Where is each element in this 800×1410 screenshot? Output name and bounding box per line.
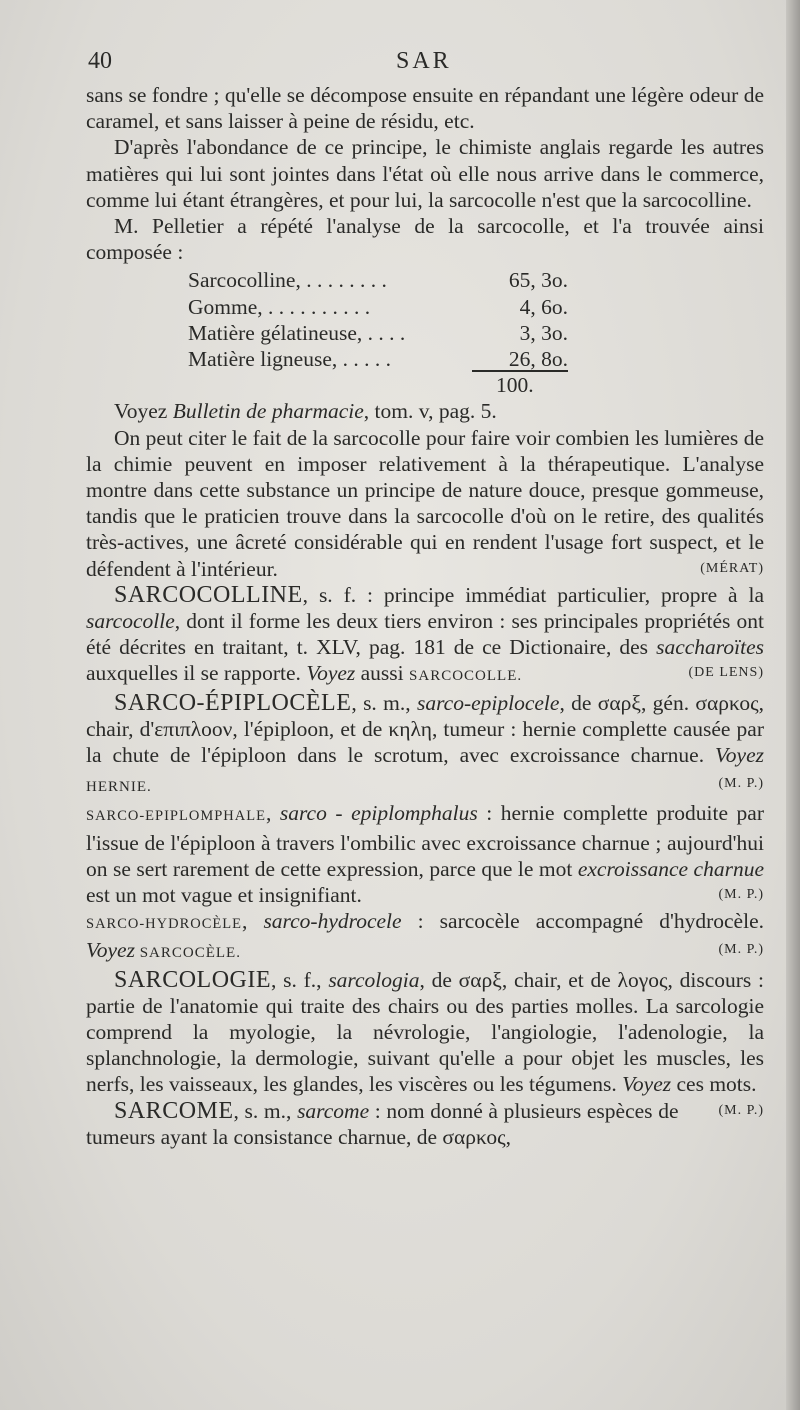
entry-italic: sarcologia — [328, 967, 420, 992]
entry-text: , dont il forme les deux tiers environ : ses principales propriétés ont été décrites en traitant, t. XLV, pag. 181 de ce Dictionaire, des — [86, 608, 764, 660]
entry-sarco-epiplocele — [86, 690, 764, 801]
entry-text: : nom donné à plusieurs espèces de tumeurs ayant la consistance charnue, de σαρκος, — [86, 1098, 679, 1149]
entry-italic: saccharoïtes — [656, 635, 764, 660]
signature-mp: (M. P.) — [718, 776, 764, 792]
signature-mp: (M. P.) — [718, 1102, 764, 1118]
entry-text: , s. m., — [233, 1098, 298, 1123]
entry-text: , s. m., — [351, 690, 417, 715]
entry-italic: sarco-epiplocele — [416, 690, 560, 715]
voyez-label: Voyez — [622, 1072, 672, 1097]
entry-sarco-hydrocele — [86, 908, 764, 966]
paragraph-intro-1: sans se fondre ; qu'elle se décompose ensuite en répandant une légère odeur de caramel, et sans laisser à peine de résidu, etc. — [86, 83, 764, 134]
signature-mp: (M. P.) — [718, 942, 764, 958]
entry-headword: SARCO-EPIPLOMPHALE — [86, 808, 266, 825]
paragraph-intro-2: D'après l'abondance de ce principe, le chimiste anglais regarde les autres matières qui lui sont jointes dans l'état où elle nous arrive dans le commerce, comme lui étant étrangères, et pour lui, la sarcocolle n'est que la sarcocolline. — [86, 135, 764, 212]
voyez-label: Voyez — [86, 938, 135, 963]
entry-headword: SARCOME — [114, 1097, 234, 1124]
entry-text: : sarcocèle accompagné d'hydrocèle. — [401, 909, 764, 934]
entry-italic: sarcome — [297, 1098, 370, 1123]
entry-text: , de σαρξ, gén. σαρκος, chair, d'επιπλοον, l'épiploon, et de κηλη, tumeur : hernie complette causée par la chute de l'épiploon dans le scrotum, avec excroissance charnue. — [86, 690, 765, 767]
entry-text: aussi — [355, 661, 410, 686]
composition-name: Matière ligneuse, . . . . . — [188, 346, 392, 371]
composition-table — [188, 267, 568, 372]
entry-text: : hernie complette produite par l'issue de l'épiploon à travers l'ombilic avec excroissance charnue ; aujourd'hui on se sert rarement de cette expression, parce que le mot — [86, 801, 764, 881]
composition-value: 3, 3o. — [519, 320, 568, 345]
entry-italic: excroissance charnue — [577, 856, 764, 881]
composition-row — [188, 267, 568, 293]
entry-text: , — [241, 909, 264, 934]
composition-row — [188, 346, 568, 372]
entry-italic: sarcocolle — [86, 608, 175, 633]
entry-italic: sarco-hydrocele — [263, 909, 402, 934]
page-header — [86, 48, 766, 82]
page-body — [86, 82, 764, 1150]
cross-reference: SARCOCOLLE. — [409, 668, 523, 685]
entry-sarco-epiplomphale — [86, 800, 764, 908]
running-title: SAR — [396, 48, 452, 74]
bulletin-title: Bulletin de pharmacie — [172, 399, 364, 424]
cross-reference: SARCOCÈLE. — [134, 945, 241, 962]
composition-row — [188, 320, 568, 346]
page-edge-shadow — [786, 0, 800, 1410]
voyez-label: Voyez — [715, 743, 764, 767]
entry-text: , s. f., — [271, 967, 329, 992]
signature-mp: (M. P.) — [718, 887, 764, 903]
signature-de-lens: (DE LENS) — [688, 665, 764, 681]
entry-headword: SARCOCOLLINE — [114, 581, 303, 608]
voyez-label: Voyez — [306, 661, 356, 686]
entry-text: est un mot vague et insignifiant. — [86, 883, 362, 908]
composition-name: Gomme, . . . . . . . . . . — [188, 294, 371, 319]
composition-value: 65, 3o. — [508, 268, 568, 293]
entry-sarcome — [86, 1098, 764, 1150]
merat-text: On peut citer le fait de la sarcocolle pour faire voir combien les lumières de la chimie peuvent en imposer relativement à la thérapeutique. L'analyse montre dans cette substance un principe de nature douce, presque gommeuse, tandis que le praticien trouve dans la sarcocolle d'où on le retire, des qualités très-actives, une âcreté considérable qui en rendent l'usage fort suspect, et le défendent à l'intérieur. — [86, 425, 764, 581]
entry-text: , de σαρξ, chair, et de λογος, discours : partie de l'anatomie qui traite des chairs ou des parties molles. La sarcologie comprend la myologie, la névrologie, l'angiologie, l'adenologie, la splanchnologie, la dermologie, suivant qu'elle a pour objet les muscles, les nerfs, les vaisseaux, les glandes, les viscères ou les tégumens. — [86, 967, 764, 1097]
paragraph-intro-3: M. Pelletier a répété l'analyse de la sarcocolle, et l'a trouvée ainsi composée : — [86, 214, 764, 265]
entry-headword: SARCO-HYDROCÈLE — [86, 916, 242, 933]
composition-name: Sarcocolline, . . . . . . . . — [188, 268, 387, 293]
bulletin-ref: , tom. v, pag. 5. — [363, 399, 497, 424]
composition-total: 100. — [496, 373, 534, 398]
paragraph-merat — [86, 425, 764, 582]
entry-text: , s. f. : principe immédiat particulier, propre à la — [302, 582, 764, 607]
composition-row — [188, 294, 568, 320]
composition-value: 4, 6o. — [519, 294, 568, 319]
signature-merat: (MÉRAT) — [700, 560, 764, 576]
entry-text: ces mots. — [671, 1072, 757, 1097]
entry-text: auxquelles il se rapporte. — [86, 661, 307, 686]
entry-headword: SARCOLOGIE — [114, 966, 272, 993]
voyez-text: Voyez — [114, 399, 173, 424]
page-number: 40 — [88, 48, 112, 74]
paragraph-voyez-bulletin — [86, 398, 764, 424]
cross-reference: HERNIE. — [86, 779, 152, 796]
entry-headword: SARCO-ÉPIPLOCÈLE — [114, 689, 352, 716]
entry-text: , — [265, 801, 280, 826]
composition-value: 26, 8o. — [472, 346, 568, 372]
entry-italic: sarco - epiplomphalus — [279, 801, 478, 826]
composition-name: Matière gélatineuse, . . . . — [188, 320, 406, 345]
entry-sarcocolline — [86, 582, 764, 690]
